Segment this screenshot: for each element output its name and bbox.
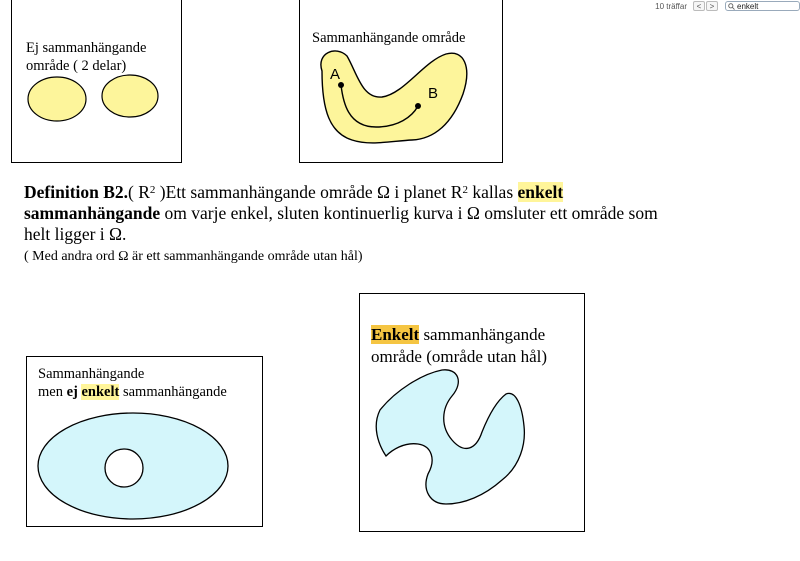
find-toolbar: [655, 0, 800, 12]
definition-block: [24, 182, 784, 245]
ellipse-right: [102, 75, 158, 117]
match-count: 10 träffar: [655, 1, 687, 11]
connected-region-figure: [300, 0, 504, 164]
search-value: enkelt: [737, 1, 759, 11]
text-sammanhangande: sammanhängande: [119, 384, 227, 400]
text-men: men: [38, 384, 67, 400]
superscript-1: 2: [149, 184, 156, 196]
text-sammanhangande-2: sammanhängande: [419, 325, 546, 344]
hole: [105, 449, 143, 487]
chevron-left-icon: <: [696, 1, 702, 11]
panel-title: Sammanhängande område: [312, 30, 466, 46]
chevron-right-icon: >: [709, 1, 715, 11]
ellipse-left: [28, 77, 86, 121]
ellipse-with-hole-figure: [27, 357, 264, 528]
next-match-button[interactable]: [706, 1, 718, 11]
panel-line-2: område (område utan hål): [371, 347, 548, 366]
two-ellipses-figure: [12, 0, 183, 164]
point-b-dot: [415, 103, 421, 109]
definition-text-4: om varje enkel, sluten kontinuerlig kurva i Ω omsluter ett område som: [160, 203, 658, 223]
point-a-label: A: [330, 66, 341, 83]
highlight-enkelt-3: Enkelt: [371, 325, 420, 344]
definition-text-2: )Ett sammanhängande område Ω i planet R: [155, 182, 463, 202]
simply-connected-figure: [360, 294, 586, 533]
panel-line-1: Sammanhängande: [38, 366, 145, 382]
definition-note: ( Med andra ord Ω är ett sammanhängande område utan hål): [24, 249, 363, 264]
panel-not-simply-connected: [26, 356, 263, 527]
definition-line-2: [24, 203, 784, 224]
search-icon: [728, 3, 735, 10]
definition-text-3: kallas: [467, 182, 518, 202]
label-line-2: område ( 2 delar): [26, 58, 127, 74]
bold-ej: ej: [66, 384, 78, 400]
cyan-blob: [376, 370, 524, 504]
panel-disconnected-region: [11, 0, 182, 163]
point-b-label: B: [428, 85, 439, 102]
label-line-1: Ej sammanhängande: [26, 40, 147, 56]
bold-sammanhangande: sammanhängande: [24, 203, 161, 223]
superscript-2: 2: [462, 184, 468, 196]
highlight-enkelt-2: enkelt: [81, 384, 120, 400]
definition-heading: Definition B2.: [24, 182, 129, 202]
panel-connected-region: [299, 0, 503, 163]
definition-line-3: helt ligger i Ω.: [24, 224, 127, 244]
search-input[interactable]: [725, 1, 800, 11]
previous-match-button[interactable]: [693, 1, 705, 11]
definition-line-1: [24, 182, 784, 203]
definition-text-1: ( R: [128, 182, 150, 202]
panel-simply-connected: [359, 293, 585, 532]
highlight-enkelt: enkelt: [517, 182, 564, 202]
